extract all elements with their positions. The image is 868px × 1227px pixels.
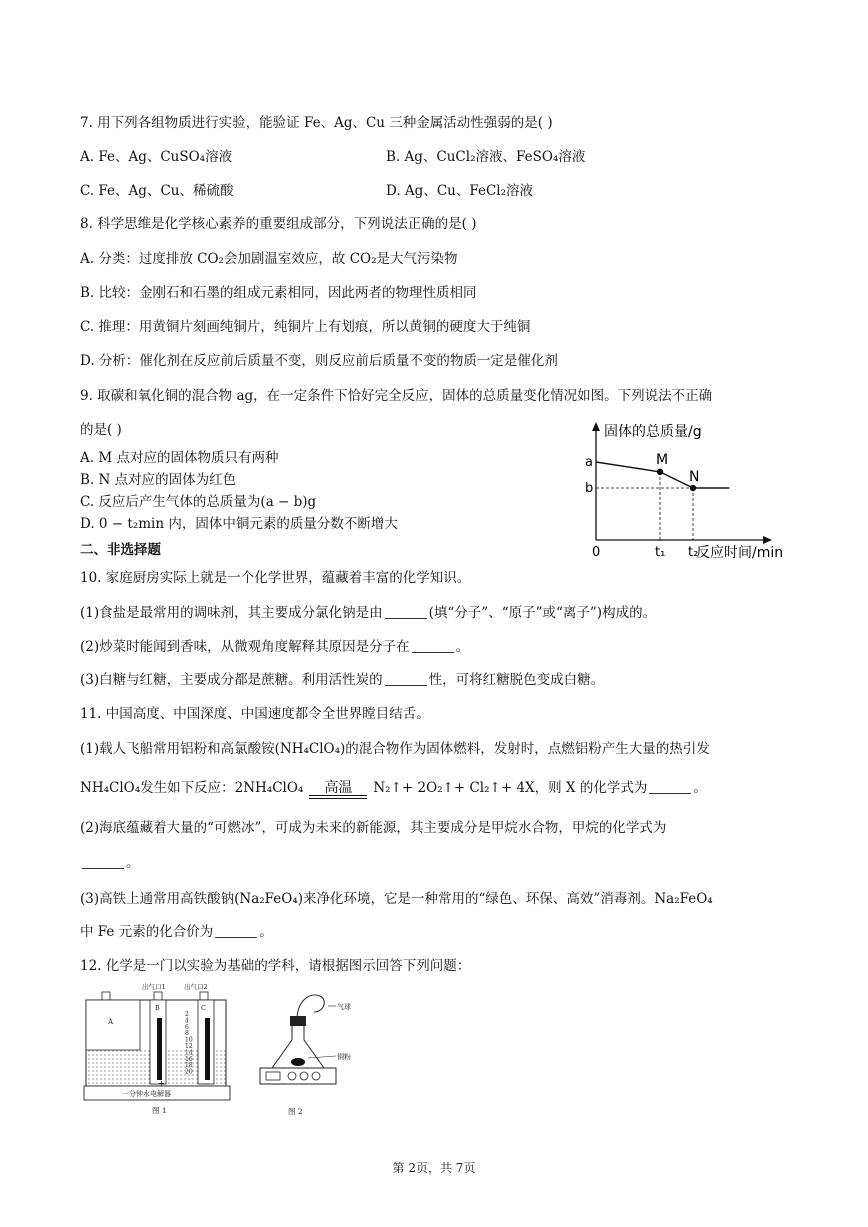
series-line-segment <box>596 462 660 472</box>
q10-part2 <box>80 637 469 657</box>
section-title: 二、非选择题 <box>80 542 161 558</box>
q8-option-c: C. 推理：用黄铜片刻画纯铜片，纯铜片上有划痕，所以黄铜的硬度大于纯铜 <box>80 319 531 335</box>
q7-option-d: D. Ag、Cu、FeCl₂溶液 <box>386 183 534 199</box>
flask-figure <box>250 990 360 1117</box>
q10-part3 <box>80 670 604 690</box>
q11-part3-line2 <box>80 922 273 942</box>
y-axis-label: 固体的总质量/g <box>604 424 702 440</box>
q8-option-d: D. 分析：催化剂在反应前后质量不变，则反应前后质量不变的物质一定是催化剂 <box>80 353 558 369</box>
scale-tick: 16 <box>185 1055 193 1063</box>
scale-tick: 10 <box>185 1036 193 1044</box>
q11-part3-text: 中 Fe 元素的化合价为 <box>80 924 214 940</box>
q11-stem: 11. 中国高度、中国深度、中国速度都令全世界瞠目结舌。 <box>80 706 430 722</box>
mass-time-chart <box>570 418 795 563</box>
q11-part1-line1: (1)载人飞船常用铝粉和高氯酸铵(NH₄ClO₄)的混合物作为固体燃料，发射时，点燃铝粉产生大量的热引发 <box>80 741 710 757</box>
scale-tick: 20 <box>185 1068 193 1076</box>
q9-stem-line1: 9. 取碳和氧化铜的混合物 ag，在一定条件下恰好完全反应，固体的总质量变化情况如图。下列说法不正确 <box>80 388 713 404</box>
y-tick-b: b <box>585 481 594 496</box>
q11-part3-line1: (3)高铁上通常用高铁酸钠(Na₂FeO₄)来净化环境，它是一种常用的“绿色、环保、高效”消毒剂。Na₂FeO₄ <box>80 891 713 907</box>
q8-stem: 8. 科学思维是化学核心素养的重要组成部分，下列说法正确的是( ) <box>80 216 477 232</box>
scale-tick: 18 <box>185 1062 193 1070</box>
q11-part2-line1: (2)海底蕴藏着大量的“可燃冰”，可成为未来的新能源，其主要成分是甲烷水合物，甲烷的化学式为 <box>80 820 667 836</box>
x-tick-t1: t₁ <box>655 545 666 560</box>
fig1-caption: 图 1 <box>152 1106 167 1115</box>
q7-option-b: B. Ag、CuCl₂溶液、FeSO₄溶液 <box>386 149 586 165</box>
q9-option-b: B. N 点对应的固体为红色 <box>80 472 237 488</box>
q9-option-a: A. M 点对应的固体物质只有两种 <box>80 450 279 466</box>
q8-option-b: B. 比较：金刚石和石墨的组成元素相同，因此两者的物理性质相同 <box>80 285 477 301</box>
q11-part1-line2 <box>80 778 707 799</box>
q9-option-d: D. 0 − t₂min 内，固体中铜元素的质量分数不断增大 <box>80 516 398 532</box>
q10-part2-text-a: (2)炒菜时能闻到香味，从微观角度解释其原因是分子在 <box>80 639 410 655</box>
answer-blank[interactable] <box>649 779 691 794</box>
answer-blank[interactable] <box>82 854 124 869</box>
outlet2-label: 出气口2 <box>184 983 208 991</box>
q9-stem-line2: 的是( ) <box>80 422 122 438</box>
condition-label: 高温 <box>324 780 353 796</box>
q10-part3-text-a: (3)白糖与红糖，主要成分都是蔗糖。利用活性炭的 <box>80 672 383 688</box>
equation-end: 。 <box>693 780 707 796</box>
x-tick-0: 0 <box>592 545 601 560</box>
q10-part2-text-b: 。 <box>455 639 470 655</box>
page-footer: 第 2页，共 7页 <box>392 1161 476 1175</box>
scale-tick: 4 <box>185 1017 189 1025</box>
reaction-condition <box>309 780 367 799</box>
y-tick-a: a <box>585 455 593 470</box>
x-tick-t2: t₂ <box>688 545 699 560</box>
scale-tick: 6 <box>185 1023 189 1031</box>
balloon-label: 气球 <box>337 1003 351 1011</box>
q10-stem: 10. 家庭厨房实际上就是一个化学世界，蕴藏着丰富的化学知识。 <box>80 570 471 586</box>
q7-option-c: C. Fe、Ag、Cu、稀硫酸 <box>80 183 234 199</box>
q10-part1-text-b: (填“分子”、“原子”或“离子”)构成的。 <box>428 605 657 621</box>
q12-stem: 12. 化学是一门以实验为基础的学科，请根据图示回答下列问题： <box>80 958 471 974</box>
scale-tick: 8 <box>185 1030 189 1038</box>
electrolyzer-figure <box>80 982 240 1117</box>
answer-blank[interactable] <box>385 604 427 619</box>
answer-blank[interactable] <box>215 923 257 938</box>
q11-part3-end: 。 <box>259 924 273 940</box>
point-label-n: N <box>689 469 700 485</box>
q9-option-c: C. 反应后产生气体的总质量为(a − b)g <box>80 494 317 510</box>
equation-left: NH₄ClO₄发生如下反应：2NH₄ClO₄ <box>80 780 304 796</box>
answer-blank[interactable] <box>385 671 427 686</box>
q8-option-a: A. 分类：过度排放 CO₂会加剧温室效应，故 CO₂是大气污染物 <box>80 251 458 267</box>
q7-option-a: A. Fe、Ag、CuSO₄溶液 <box>80 149 233 165</box>
q10-part3-text-b: 性，可将红糖脱色变成白糖。 <box>428 672 605 688</box>
equation-right: N₂↑+ 2O₂↑+ Cl₂↑+ 4X，则 X 的化学式为 <box>373 780 648 796</box>
q11-part2-end: 。 <box>126 855 140 871</box>
fig2-caption: 图 2 <box>288 1107 303 1116</box>
q11-part2-line2 <box>80 853 140 873</box>
tube-c-label: C <box>201 1004 206 1012</box>
tube-b-label: B <box>155 1004 160 1012</box>
scale-tick: 12 <box>185 1043 193 1050</box>
scale-tick: 2 <box>185 1011 189 1018</box>
q10-part1 <box>80 603 656 623</box>
q10-part1-text-a: (1)食盐是最常用的调味剂，其主要成分氯化钠是由 <box>80 605 383 621</box>
plus-sign: + <box>158 1079 165 1088</box>
scale-tick: 14 <box>185 1049 193 1057</box>
copper-label: 铜粉 <box>337 1053 351 1061</box>
minus-sign: — <box>202 1079 210 1088</box>
q7-stem: 7. 用下列各组物质进行实验，能验证 Fe、Ag、Cu 三种金属活动性强弱的是( ) <box>80 115 553 131</box>
answer-blank[interactable] <box>412 638 454 653</box>
tank-a-label: A <box>108 1018 114 1026</box>
base-label: 一分钟水电解器 <box>122 1090 171 1098</box>
x-axis-label: 反应时间/min <box>696 545 784 561</box>
outlet1-label: 出气口1 <box>142 983 166 991</box>
point-label-m: M <box>656 451 669 468</box>
